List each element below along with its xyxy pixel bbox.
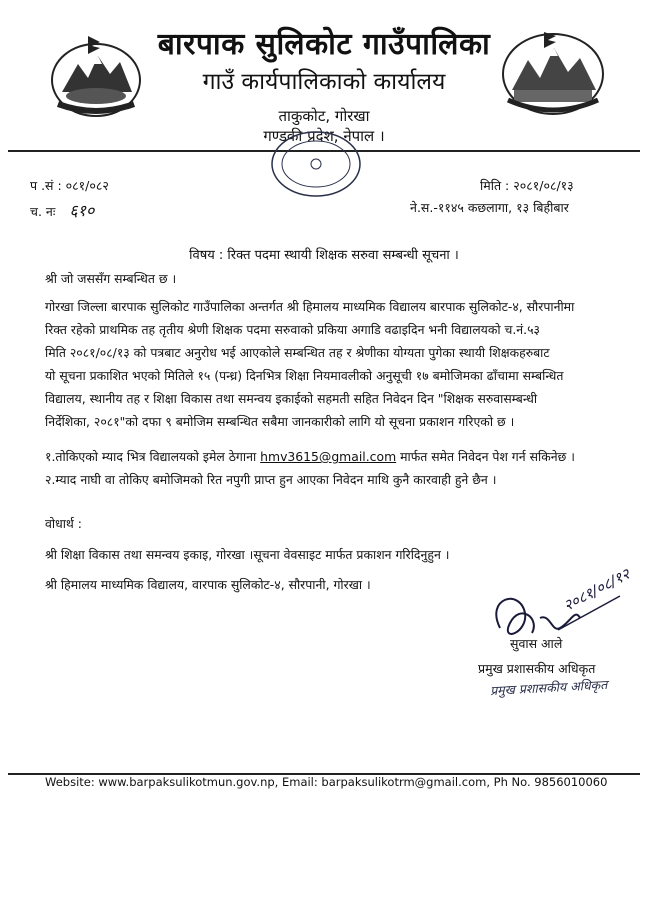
body-line: निर्देशिका, २०८१"को दफा ९ बमोजिम सम्बन्धित सबैमा जानकारीको लागि यो सूचना प्रकाशन गरिएको छ । bbox=[45, 414, 515, 429]
dispatch-number-label: च. नः bbox=[30, 204, 56, 219]
nepal-sambat-date: ने.स.-११४५ कछलागा, १३ बिहीबार bbox=[410, 200, 569, 215]
body-line: यो सूचना प्रकाशित भएको मितिले १५ (पन्ध्र) दिनभित्र शिक्षा नियमावलीको अनुसूची १७ बमोजिमका ढाँचामा सम्बन्धित bbox=[45, 368, 564, 383]
dispatch-number-value: ६१० bbox=[69, 201, 95, 220]
point-2: २.म्याद नाघी वा तोकिए बमोजिमको रित नपुगी प्राप्त हुन आएका निवेदन माथि कुनै कारवाही हुने छैन । bbox=[45, 472, 497, 487]
body-line: रिक्त रहेको प्राथमिक तह तृतीय श्रेणी शिक्षक पदमा सरुवाको प्रकिया अगाडि वढाइदिन भनी विद्यालयको च.नं.५३ bbox=[45, 322, 541, 337]
office-subtitle: गाउँ कार्यपालिकाको कार्यालय bbox=[202, 69, 446, 95]
footer-contact: Website: www.barpaksulikotmun.gov.np, Email: barpaksulikotrm@gmail.com, Ph No. 9856010060 bbox=[45, 775, 608, 789]
letter-number: प .सं : ०८१/०८२ bbox=[30, 178, 109, 193]
handwritten-date: २०८१/०८/१२ bbox=[560, 564, 633, 615]
body-line: मिति २०८१/०८/१३ को पत्रबाट अनुरोध भई आएकोले सम्बन्धित तह र श्रेणीका योग्यता पुगेका स्थायी शिक्षकहरुबाट bbox=[45, 345, 550, 360]
cc-line-2: श्री हिमालय माध्यमिक विद्यालय, वारपाक सुलिकोट-४, सौरपानी, गोरखा । bbox=[45, 577, 371, 592]
school-email-link[interactable]: hmv3615@gmail.com bbox=[260, 449, 397, 464]
letter-date: मिति : २०८१/०८/१३ bbox=[480, 178, 574, 193]
body-line: विद्यालय, स्थानीय तह र शिक्षा विकास तथा समन्वय इकाईको सहमती सहित निवेदन दिन "शिक्षक सरुवासम्बन्धी bbox=[45, 391, 538, 406]
address-line-1: ताकुकोट, गोरखा bbox=[278, 107, 370, 125]
signatory-name: सुवास आले bbox=[510, 636, 563, 651]
signatory-designation: प्रमुख प्रशासकीय अधिकृत bbox=[478, 661, 596, 676]
body-line: गोरखा जिल्ला बारपाक सुलिकोट गाउँपालिका अन्तर्गत श्री हिमालय माध्यमिक विद्यालय बारपाक सुलिकोट-४, सौरपानीमा bbox=[45, 299, 575, 314]
point-1-text-end: मार्फत समेत निवेदन पेश गर्न सकिनेछ । bbox=[396, 449, 575, 464]
office-name: बारपाक सुलिकोट गाउँपालिका bbox=[157, 27, 491, 62]
office-stamp-icon bbox=[268, 128, 364, 200]
designation-stamp: प्रमुख प्रशासकीय अधिकृत bbox=[489, 676, 608, 699]
salutation: श्री जो जससँग सम्बन्धित छ । bbox=[45, 271, 177, 286]
cc-line-1: श्री शिक्षा विकास तथा समन्वय इकाइ, गोरखा ।सूचना वेवसाइट मार्फत प्रकाशन गरिदिनुहुन । bbox=[45, 547, 450, 562]
point-1 bbox=[45, 448, 575, 465]
cc-label: वोधार्थ : bbox=[45, 516, 82, 531]
address-line-2: गण्डकी प्रदेश, नेपाल । bbox=[263, 127, 385, 145]
letter-subject: विषय : रिक्त पदमा स्थायी शिक्षक सरुवा सम्बन्धी सूचना । bbox=[189, 248, 459, 263]
point-1-text: १.तोकिएको म्याद भित्र विद्यालयको इमेल ठेगाना bbox=[45, 449, 261, 464]
